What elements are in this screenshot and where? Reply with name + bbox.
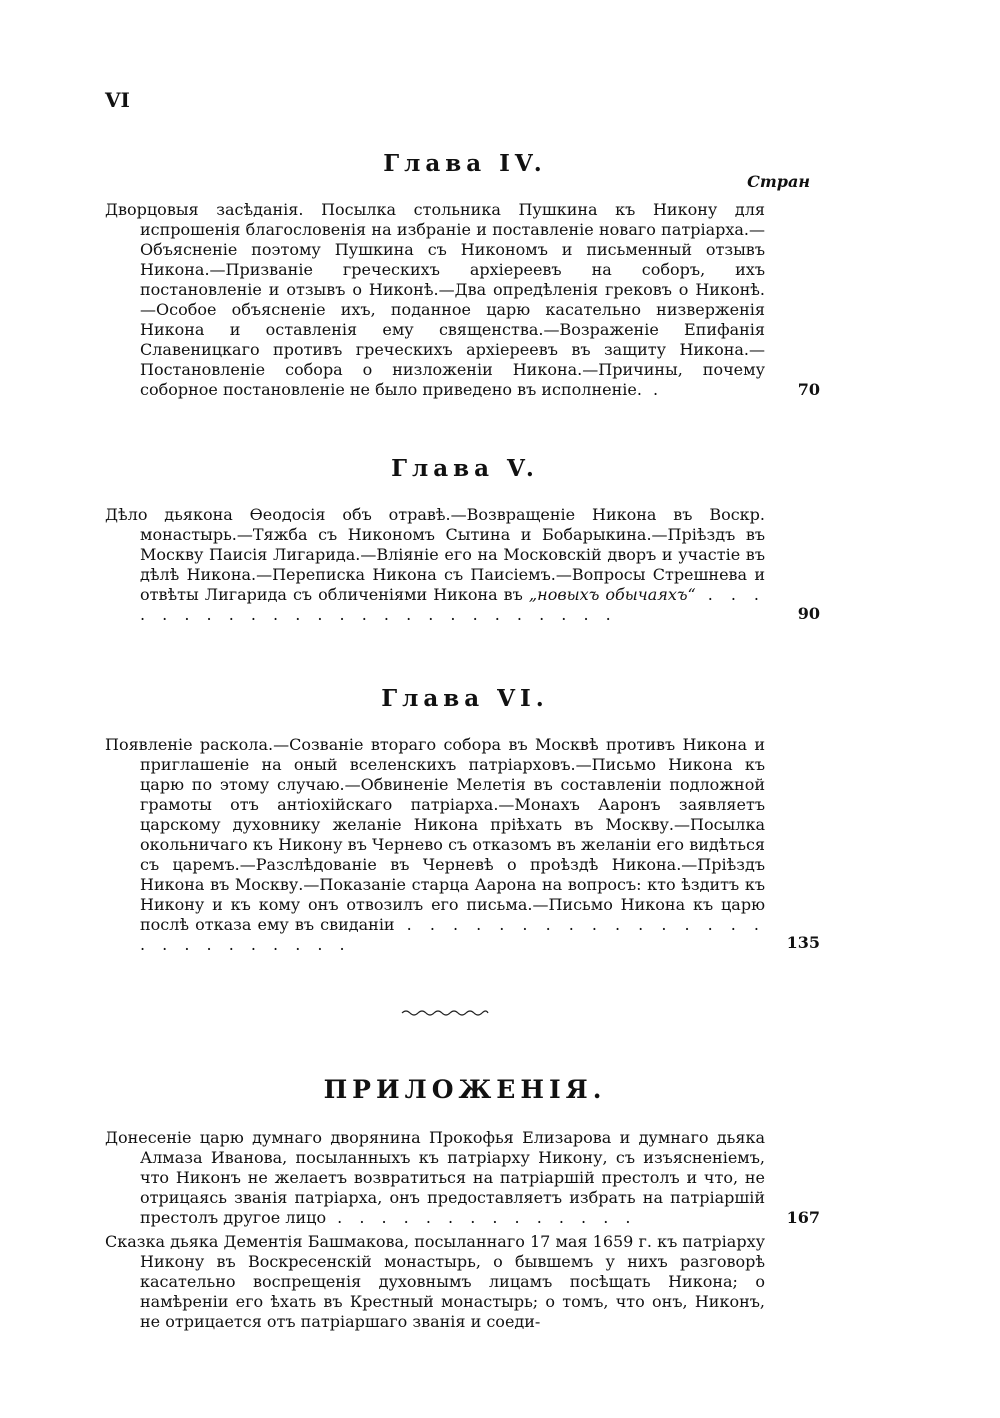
chapter-5-page: 90 xyxy=(797,604,820,623)
appendix-entry-1-text: Донесеніе царю думнаго дворянина Прокофья Елизарова и думнаго дьяка Алмаза Иванова, посыланныхъ къ патріарху Никону, съ изъясненіемъ, что Никонъ не желаетъ возвратиться на патріаршій престолъ и что, не отрицаясь званія патріарха, онъ предоставляетъ избрать на патріаршій престолъ другое лицо xyxy=(105,1128,765,1227)
chapter-4-text: Дворцовыя засѣданія. Посылка стольника Пушкина къ Никону для испрошенія благословенія на избраніе и поставленіе новаго патріарха.—Объясненіе поэтому Пушкина съ Никономъ и письменный отзывъ Никона.—Призваніе греческихъ архіереевъ на соборъ, ихъ постановленіе и отзывъ о Никонѣ.—Два опредѣленія грековъ о Никонѣ.—Особое объясненіе ихъ, поданное царю касательно низверженія Никона и оставленія ему священства.—Возраженіе Епифанія Славеницкаго противъ греческихъ архіереевъ въ защиту Никона.—Постановленіе собора о низложеніи Никона.—Причины, почему соборное постановленіе не было приведено въ исполненіе. xyxy=(105,200,765,399)
appendix-entry-1-page: 167 xyxy=(786,1208,820,1227)
chapter-5-text: Дѣло дьякона Ѳеодосія объ отравѣ.—Возвращеніе Никона въ Воскр. монастырь.—Тяжба съ Никономъ Сытина и Бобарыкина.—Пріѣздъ въ Москву Паисія Лигарида.—Вліяніе его на Московскій дворъ и участіе въ дѣлѣ Никона.—Переписка Никона съ Паисіемъ.—Вопросы Стрешнева и отвѣты Лигарида съ обличеніями Никона въ xyxy=(105,505,765,604)
ornament-divider xyxy=(400,1008,490,1018)
leader-dots: . xyxy=(641,380,665,399)
chapter-5-title: Глава V. xyxy=(391,455,539,482)
chapter-6-page: 135 xyxy=(786,933,820,952)
chapter-4-page: 70 xyxy=(797,380,820,399)
chapter-5-emphasis: „новыхъ обычаяхъ“ xyxy=(528,585,696,604)
appendix-title: ПРИЛОЖЕНІЯ. xyxy=(323,1075,607,1104)
appendix-entry xyxy=(105,1128,765,1228)
leader-dots: . . . . . . . . . . . . . . . . . . . . . . . . . xyxy=(140,585,765,624)
page-number: VI xyxy=(105,88,130,112)
chapter-4-title: Глава IV. xyxy=(383,150,547,177)
chapter-6-summary xyxy=(105,735,765,955)
leader-dots: . . . . . . . . . . . . . . xyxy=(326,1208,637,1227)
chapter-6-title: Глава VI. xyxy=(381,685,549,712)
appendix-entry-2-text: Сказка дьяка Дементія Башмакова, посыланнаго 17 мая 1659 г. къ патріарху Никону въ Воскресенскій монастырь, о бывшемъ у нихъ разговорѣ касательно воспрещенія духовнымъ лицамъ посѣщать Никона; о намѣреніи его ѣхать въ Крестный монастырь; о томъ, что онъ, Никонъ, не отрицается отъ патріаршаго званія и соеди- xyxy=(105,1232,765,1331)
appendix-entry xyxy=(105,1232,765,1332)
chapter-4-summary xyxy=(105,200,765,400)
chapter-6-text: Появленіе раскола.—Созваніе втораго собора въ Москвѣ противъ Никона и приглашеніе на оный вселенскихъ патріарховъ.—Письмо Никона къ царю по этому случаю.—Обвиненіе Мелетія въ составленіи подложной грамоты отъ антіохійскаго патріарха.—Монахъ Ааронъ заявляетъ царскому духовнику желаніе Никона пріѣхать въ Москву.—Посылка окольничаго къ Никону въ Чернево съ отказомъ въ желаніи его видѣться съ царемъ.—Разслѣдованіе въ Черневѣ о проѣздѣ Никона.—Пріѣздъ Никона въ Москву.—Показаніе старца Аарона на вопросъ: кто ѣздитъ къ Никону и къ кому онъ отвозилъ его письма.—Письмо Никона къ царю послѣ отказа ему въ свиданіи xyxy=(105,735,765,934)
leader-dots: . . . . . . . . . . . . . . . . . . . . . . . . . . xyxy=(140,915,766,954)
chapter-5-summary xyxy=(105,505,765,625)
page-column-header: Стран xyxy=(747,172,810,191)
